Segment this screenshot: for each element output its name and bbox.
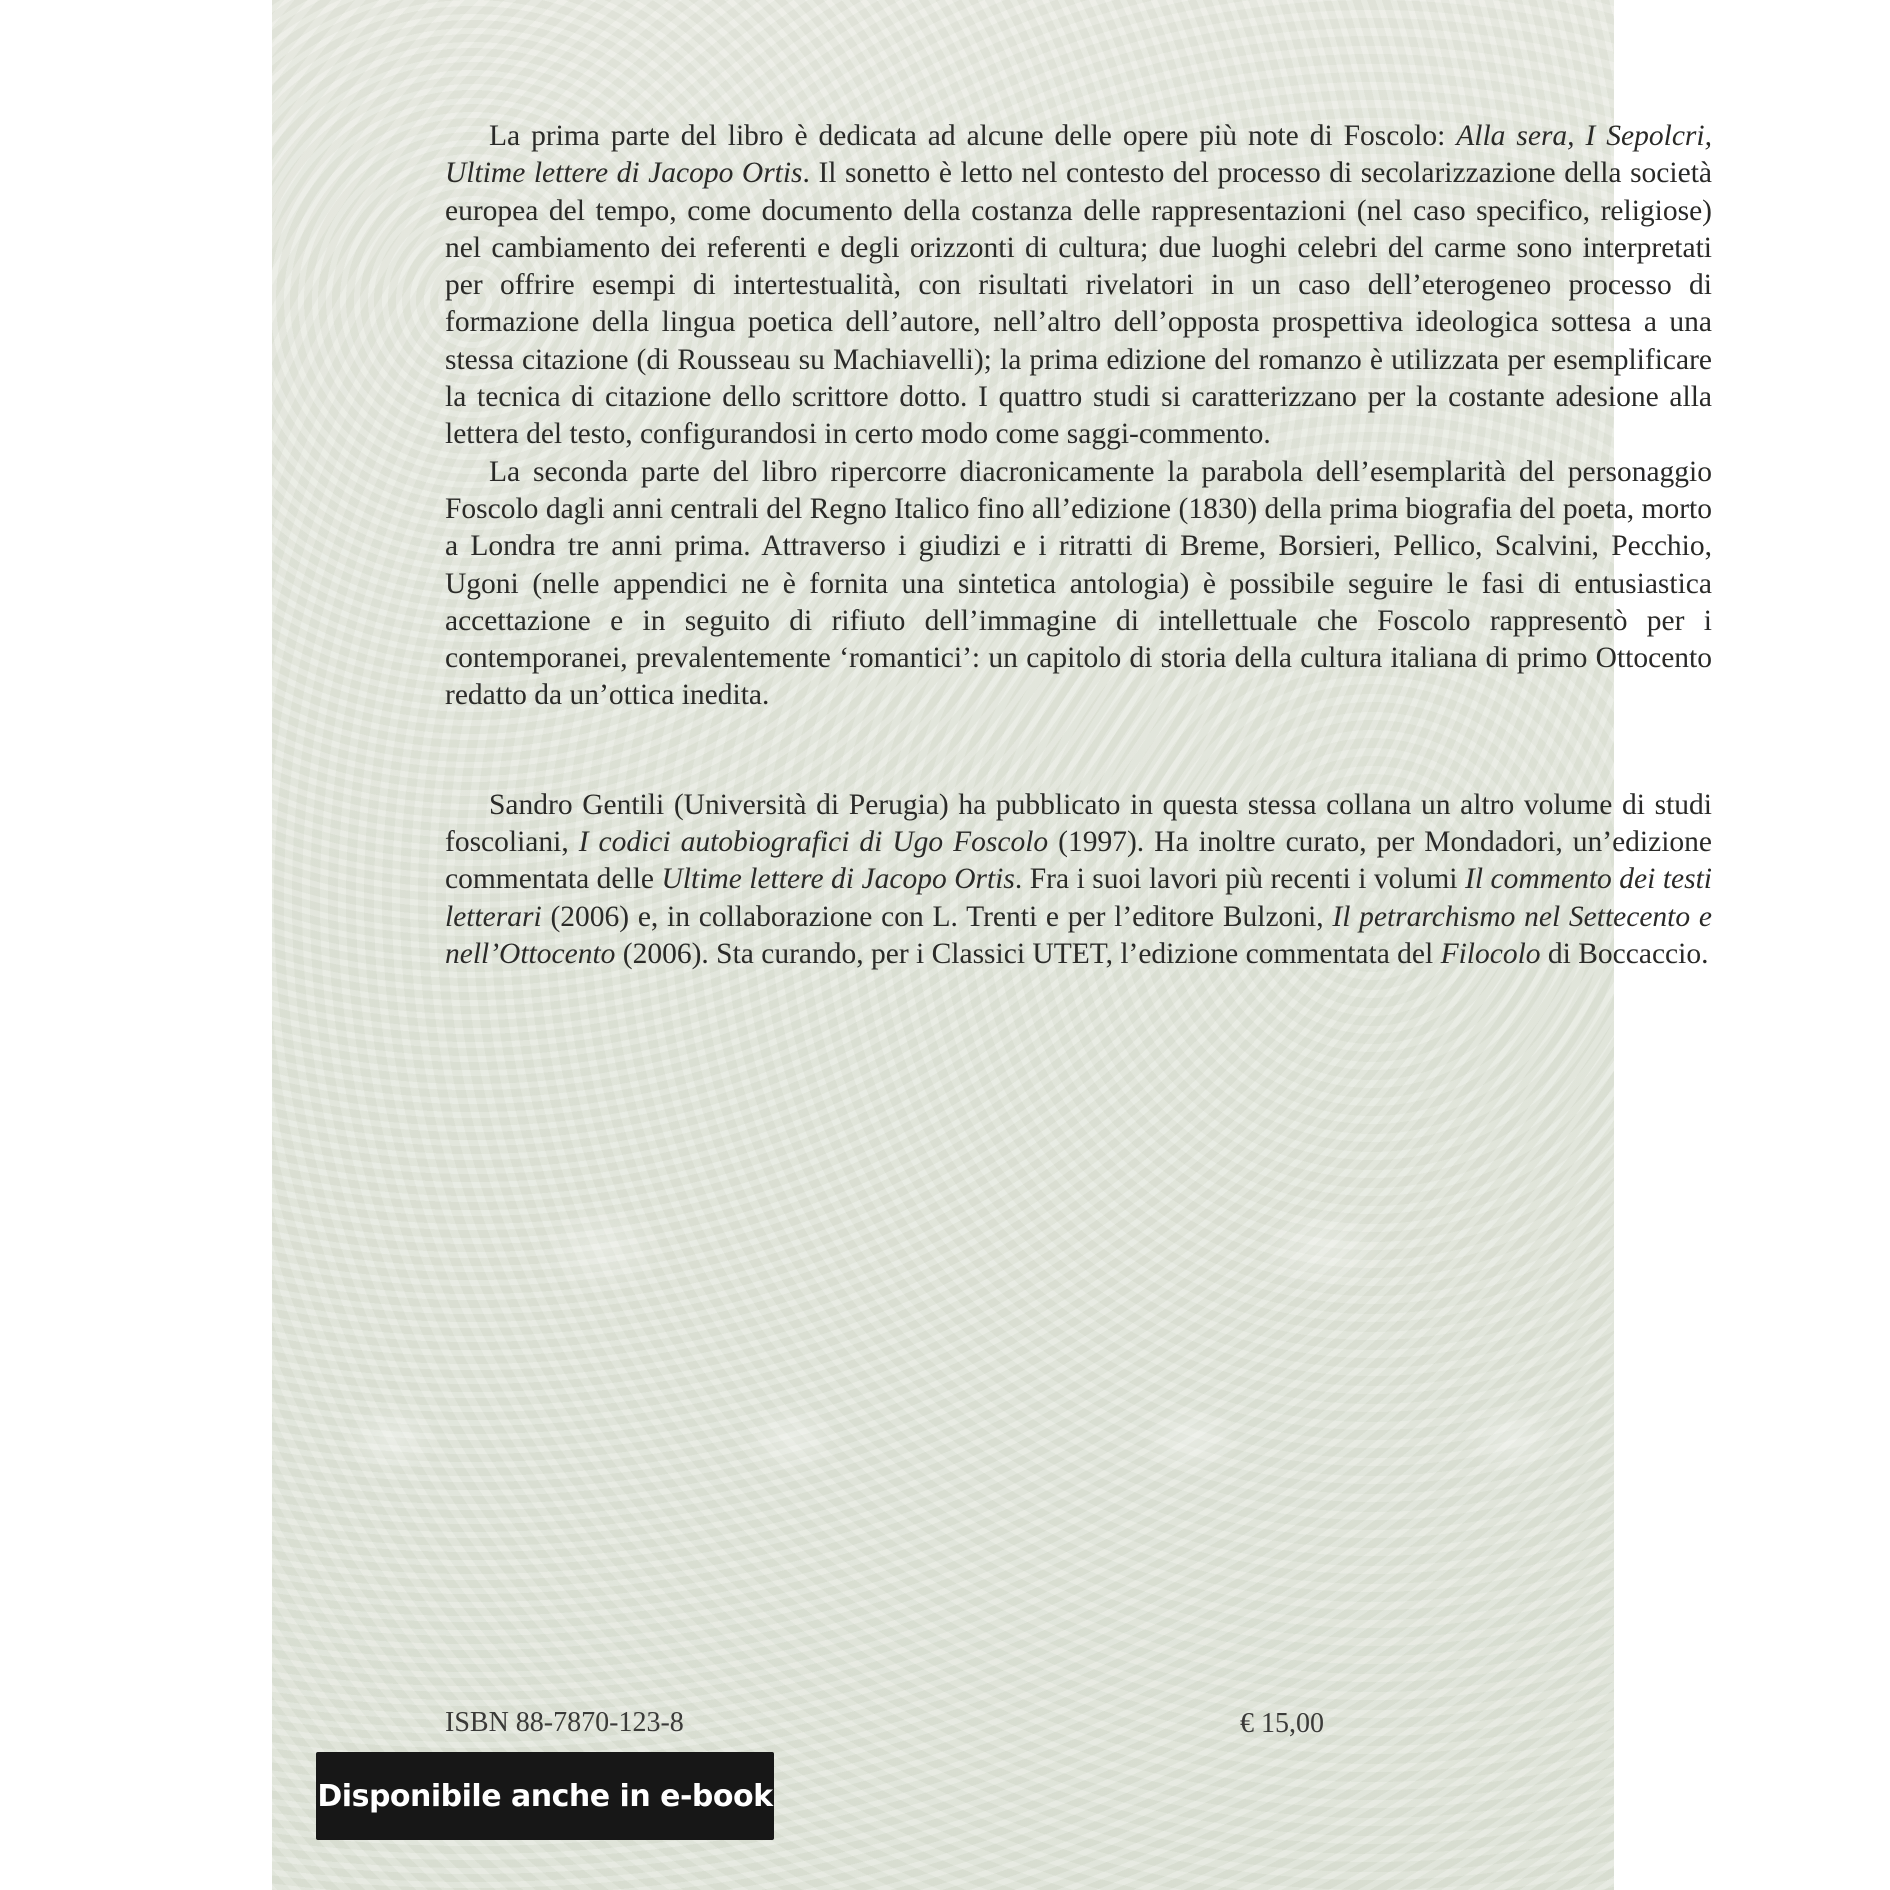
ebook-badge-label: Disponibile anche in e-book <box>317 1778 773 1814</box>
back-cover-text <box>445 118 1712 973</box>
paragraph-spacer <box>445 715 1712 787</box>
price-label: € 15,00 <box>1240 1708 1324 1739</box>
ebook-badge <box>316 1752 774 1840</box>
author-bio: Sandro Gentili (Università di Perugia) ha pubblicato in questa stessa collana un altro volume di studi foscoliani, I codici autobiografici di Ugo Foscolo (1997). Ha inoltre curato, per Mondadori, un’edizione commentata delle Ultime lettere di Jacopo Ortis. Fra i suoi lavori più recenti i volumi Il commento dei testi letterari (2006) e, in collaborazione con L. Trenti e per l’editore Bulzoni, Il petrarchismo nel Settecento e nell’Ottocento (2006). Sta curando, per i Classici UTET, l’edizione commentata del Filocolo di Boccaccio. <box>445 788 1713 970</box>
isbn-label: ISBN 88-7870-123-8 <box>445 1707 684 1738</box>
synopsis-paragraph-1: La prima parte del libro è dedicata ad alcune delle opere più note di Foscolo: Alla sera, I Sepolcri, Ultime lettere di Jacopo Ortis. Il sonetto è letto nel contesto del processo di secolarizzazione della società europea del tempo, come documento della costanza delle rappresentazioni (nel caso specifico, religiose) nel cambiamento dei referenti e degli orizzonti di cultura; due luoghi celebri del carme sono interpretati per offrire esempi di intertestualità, con risultati rivelatori in un caso dell’eterogeneo processo di formazione della lingua poetica dell’autore, nell’altro dell’opposta prospettiva ideologica sottesa a una stessa citazione (di Rousseau su Machiavelli); la prima edizione del romanzo è utilizzata per esemplificare la tecnica di citazione dello scrittore dotto. I quattro studi si caratterizzano per la costante adesione alla lettera del testo, configurandosi in certo modo come saggi-commento. <box>445 120 1712 451</box>
synopsis-paragraph-2: La seconda parte del libro ripercorre diacronicamente la parabola dell’esemplarità del personaggio Foscolo dagli anni centrali del Regno Italico fino all’edizione (1830) della prima biografia del poeta, morto a Londra tre anni prima. Attraverso i giudizi e i ritratti di Breme, Borsieri, Pellico, Scalvini, Pecchio, Ugoni (nelle appendici ne è fornita una sintetica antologia) è possibile seguire le fasi di entusiastica accettazione e in seguito di rifiuto dell’immagine di intellettuale che Foscolo rappresentò per i contemporanei, prevalentemente ‘romantici’: un capitolo di storia della cultura italiana di primo Ottocento redatto da un’ottica inedita. <box>445 455 1712 712</box>
back-cover <box>272 0 1713 1890</box>
